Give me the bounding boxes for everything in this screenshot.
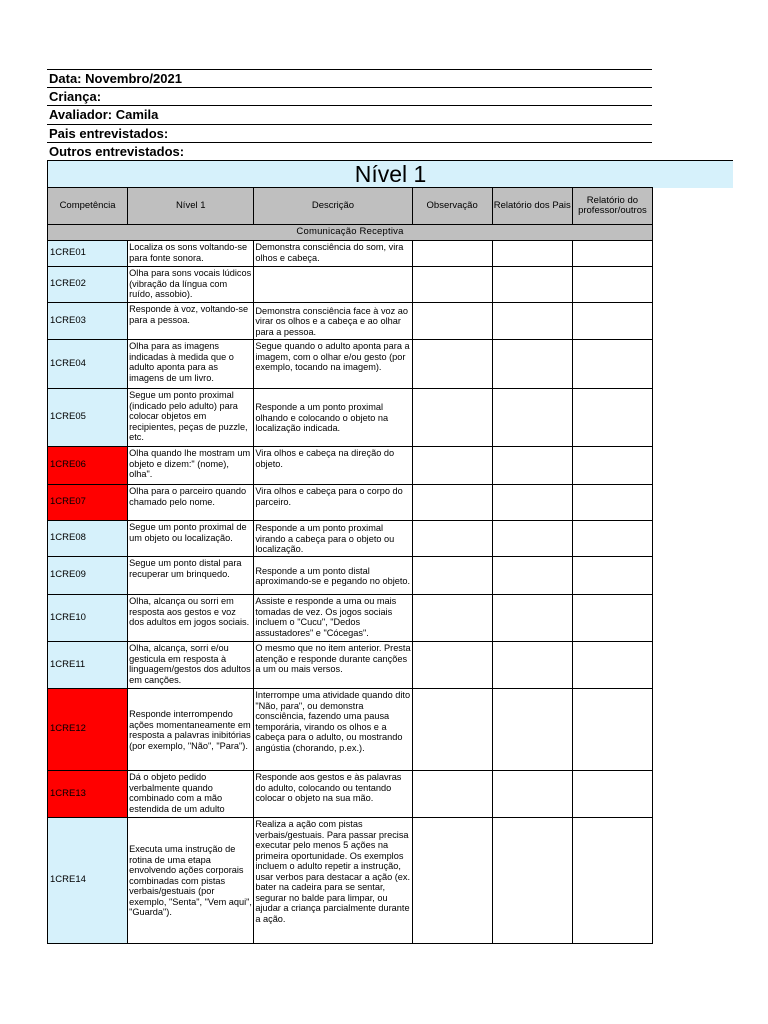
- competence-code: 1CRE13: [48, 771, 128, 818]
- observation-cell[interactable]: [412, 771, 492, 818]
- observation-cell[interactable]: [412, 689, 492, 771]
- level-cell: Executa uma instrução de rotina de uma etapa envolvendo ações corporais combinadas com pistas verbais/gestuais (por exemplo, "Senta", "Vem aqui", "Guarda").: [128, 818, 254, 944]
- description-cell: Vira olhos e cabeça na direção do objeto.: [254, 447, 412, 485]
- teacher-report-cell[interactable]: [572, 689, 652, 771]
- teacher-report-cell[interactable]: [572, 447, 652, 485]
- col-nivel: Nível 1: [128, 188, 254, 225]
- table-row: [48, 818, 653, 944]
- teacher-report-cell[interactable]: [572, 389, 652, 447]
- info-evaluator: Avaliador: Camila: [47, 105, 652, 123]
- level-cell: Localiza os sons voltando-se para fonte sonora.: [128, 241, 254, 267]
- competence-code: 1CRE03: [48, 303, 128, 340]
- level-cell: Olha para sons vocais lúdicos (vibração da língua com ruído, assobio).: [128, 267, 254, 303]
- level-cell: Dá o objeto pedido verbalmente quando combinado com a mão estendida de um adulto: [128, 771, 254, 818]
- observation-cell[interactable]: [412, 485, 492, 521]
- level-cell: Olha, alcança, sorri e/ou gesticula em resposta à linguagem/gestos dos adultos em canções.: [128, 642, 254, 689]
- info-parents: Pais entrevistados:: [47, 124, 652, 142]
- description-cell: Responde aos gestos e às palavras do adulto, colocando ou tentando colocar o objeto na sua mão.: [254, 771, 412, 818]
- description-cell: Responde a um ponto distal aproximando-se e pegando no objeto.: [254, 557, 412, 595]
- description-cell: O mesmo que no item anterior. Presta atenção e responde durante canções a um ou mais versos.: [254, 642, 412, 689]
- parents-report-cell[interactable]: [492, 241, 572, 267]
- description-cell: [254, 267, 412, 303]
- competence-code: 1CRE08: [48, 521, 128, 557]
- table-row: [48, 642, 653, 689]
- description-cell: Assiste e responde a uma ou mais tomadas de vez. Os jogos sociais incluem o "Cucu", "Dedos assustadores" e "Cócegas".: [254, 595, 412, 642]
- parents-report-cell[interactable]: [492, 521, 572, 557]
- description-cell: Vira olhos e cabeça para o corpo do parceiro.: [254, 485, 412, 521]
- teacher-report-cell[interactable]: [572, 818, 652, 944]
- competence-code: 1CRE02: [48, 267, 128, 303]
- competence-code: 1CRE04: [48, 340, 128, 389]
- competence-code: 1CRE14: [48, 818, 128, 944]
- level-title: Nível 1: [47, 160, 733, 188]
- table-row: [48, 557, 653, 595]
- table-row: [48, 340, 653, 389]
- table-row: [48, 485, 653, 521]
- observation-cell[interactable]: [412, 303, 492, 340]
- competence-code: 1CRE12: [48, 689, 128, 771]
- teacher-report-cell[interactable]: [572, 557, 652, 595]
- description-cell: Responde a um ponto proximal virando a cabeça para o objeto ou localização.: [254, 521, 412, 557]
- section-title: Comunicação Receptiva: [48, 225, 653, 241]
- info-date: Data: Novembro/2021: [47, 69, 652, 87]
- description-cell: Segue quando o adulto aponta para a imagem, com o olhar e/ou gesto (por exemplo, tocando na imagem).: [254, 340, 412, 389]
- observation-cell[interactable]: [412, 521, 492, 557]
- column-header-row: [48, 188, 653, 225]
- level-cell: Responde interrompendo ações momentaneamente em resposta a palavras inibitórias (por exemplo, "Não", "Para").: [128, 689, 254, 771]
- teacher-report-cell[interactable]: [572, 595, 652, 642]
- table-row: [48, 595, 653, 642]
- description-cell: Demonstra consciência face à voz ao virar os olhos e a cabeça e ao olhar para a pessoa.: [254, 303, 412, 340]
- teacher-report-cell[interactable]: [572, 303, 652, 340]
- parents-report-cell[interactable]: [492, 340, 572, 389]
- observation-cell[interactable]: [412, 241, 492, 267]
- info-child: Criança:: [47, 87, 652, 105]
- observation-cell[interactable]: [412, 267, 492, 303]
- parents-report-cell[interactable]: [492, 557, 572, 595]
- parents-report-cell[interactable]: [492, 303, 572, 340]
- level-cell: Olha para o parceiro quando chamado pelo nome.: [128, 485, 254, 521]
- competence-code: 1CRE09: [48, 557, 128, 595]
- level-cell: Olha quando lhe mostram um objeto e dizem:" (nome), olha".: [128, 447, 254, 485]
- section-row: [48, 225, 653, 241]
- parents-report-cell[interactable]: [492, 818, 572, 944]
- parents-report-cell[interactable]: [492, 389, 572, 447]
- table-row: [48, 447, 653, 485]
- observation-cell[interactable]: [412, 340, 492, 389]
- description-cell: Realiza a ação com pistas verbais/gestuais. Para passar precisa executar pelo menos 5 ações na primeira oportunidade. Os exemplos incluem o adulto repetir a instrução, usar verbos para destacar a ação (ex. bater na cadeira para se sentar, segurar no balde para limpar, ou ajudar a criança parcialmente durante a ação.: [254, 818, 412, 944]
- col-descricao: Descrição: [254, 188, 412, 225]
- table-row: [48, 689, 653, 771]
- table-row: [48, 241, 653, 267]
- level-cell: Segue um ponto distal para recuperar um brinquedo.: [128, 557, 254, 595]
- col-relatorio-pais: Relatório dos Pais: [492, 188, 572, 225]
- teacher-report-cell[interactable]: [572, 521, 652, 557]
- assessment-table: [47, 187, 653, 944]
- observation-cell[interactable]: [412, 557, 492, 595]
- level-cell: Responde à voz, voltando-se para a pessoa.: [128, 303, 254, 340]
- parents-report-cell[interactable]: [492, 485, 572, 521]
- parents-report-cell[interactable]: [492, 267, 572, 303]
- competence-code: 1CRE01: [48, 241, 128, 267]
- table-row: [48, 521, 653, 557]
- competence-code: 1CRE07: [48, 485, 128, 521]
- level-cell: Segue um ponto proximal de um objeto ou localização.: [128, 521, 254, 557]
- teacher-report-cell[interactable]: [572, 340, 652, 389]
- parents-report-cell[interactable]: [492, 689, 572, 771]
- teacher-report-cell[interactable]: [572, 771, 652, 818]
- observation-cell[interactable]: [412, 642, 492, 689]
- level-cell: Segue um ponto proximal (indicado pelo adulto) para colocar objetos em recipientes, peças de puzzle, etc.: [128, 389, 254, 447]
- level-cell: Olha para as imagens indicadas à medida que o adulto aponta para as imagens de um livro.: [128, 340, 254, 389]
- parents-report-cell[interactable]: [492, 642, 572, 689]
- competence-code: 1CRE11: [48, 642, 128, 689]
- teacher-report-cell[interactable]: [572, 241, 652, 267]
- col-relatorio-professor: Relatório do professor/outros: [572, 188, 652, 225]
- observation-cell[interactable]: [412, 447, 492, 485]
- parents-report-cell[interactable]: [492, 447, 572, 485]
- table-row: [48, 389, 653, 447]
- teacher-report-cell[interactable]: [572, 267, 652, 303]
- description-cell: Demonstra consciência do som, vira olhos e cabeça.: [254, 241, 412, 267]
- parents-report-cell[interactable]: [492, 595, 572, 642]
- table-row: [48, 771, 653, 818]
- observation-cell[interactable]: [412, 389, 492, 447]
- table-row: [48, 267, 653, 303]
- teacher-report-cell[interactable]: [572, 642, 652, 689]
- competence-code: 1CRE10: [48, 595, 128, 642]
- col-observacao: Observação: [412, 188, 492, 225]
- info-others: Outros entrevistados:: [47, 142, 652, 161]
- competence-code: 1CRE05: [48, 389, 128, 447]
- teacher-report-cell[interactable]: [572, 485, 652, 521]
- table-row: [48, 303, 653, 340]
- observation-cell[interactable]: [412, 818, 492, 944]
- observation-cell[interactable]: [412, 595, 492, 642]
- competence-code: 1CRE06: [48, 447, 128, 485]
- parents-report-cell[interactable]: [492, 771, 572, 818]
- description-cell: Responde a um ponto proximal olhando e colocando o objeto na localização indicada.: [254, 389, 412, 447]
- level-cell: Olha, alcança ou sorri em resposta aos gestos e voz dos adultos em jogos sociais.: [128, 595, 254, 642]
- description-cell: Interrompe uma atividade quando dito "Não, para", ou demonstra consciência, fazendo uma pausa temporária, virando os olhos e a cabeça para o adulto, ou mostrando angústia (chorando, p.ex.).: [254, 689, 412, 771]
- col-competencia: Competência: [48, 188, 128, 225]
